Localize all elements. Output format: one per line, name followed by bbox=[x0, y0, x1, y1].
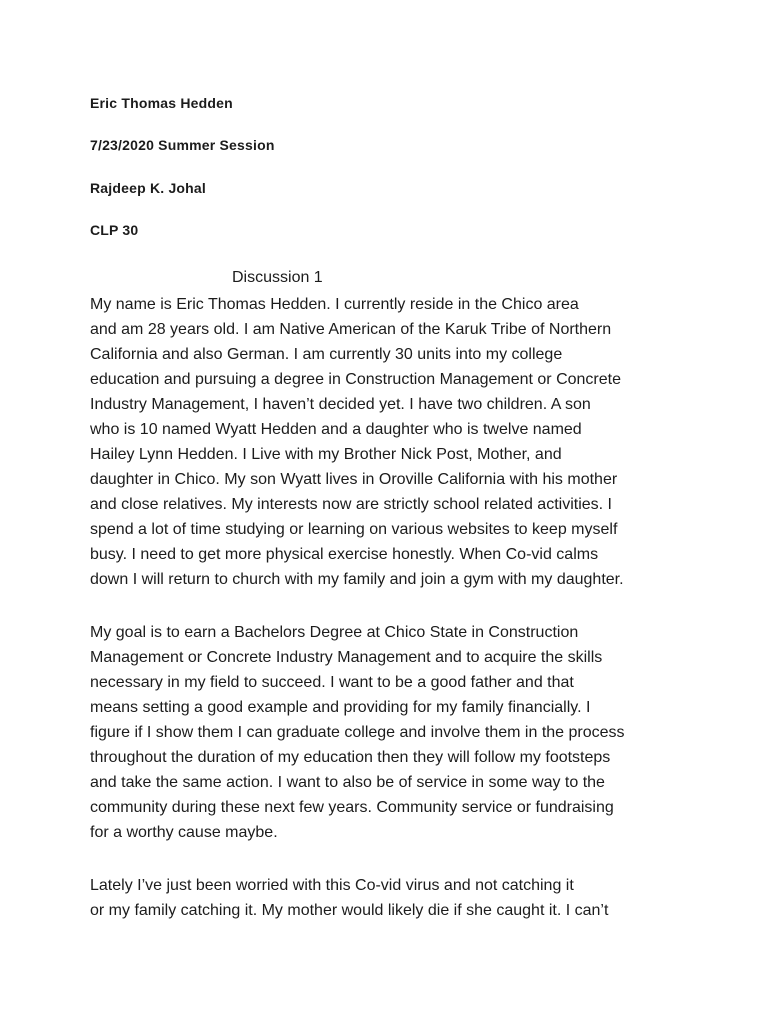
text-line: Industry Management, I haven’t decided yet. I have two children. A son bbox=[90, 396, 591, 413]
text-line: Management or Concrete Industry Management and to acquire the skills bbox=[90, 649, 603, 666]
text-line: busy. I need to get more physical exercise honestly. When Co-vid calms bbox=[90, 546, 599, 563]
text-line: for a worthy cause maybe. bbox=[90, 824, 278, 841]
text-line: Hailey Lynn Hedden. I Live with my Brother Nick Post, Mother, and bbox=[90, 446, 562, 463]
document-title: Discussion 1 bbox=[232, 269, 323, 286]
course-code: CLP 30 bbox=[90, 222, 139, 238]
author-name: Eric Thomas Hedden bbox=[90, 95, 233, 111]
text-line: means setting a good example and providing for my family financially. I bbox=[90, 699, 591, 716]
text-line: My name is Eric Thomas Hedden. I currently reside in the Chico area bbox=[90, 296, 579, 313]
paragraph-goals bbox=[90, 620, 690, 845]
text-line: My goal is to earn a Bachelors Degree at Chico State in Construction bbox=[90, 624, 579, 641]
text-line: daughter in Chico. My son Wyatt lives in Oroville California with his mother bbox=[90, 471, 618, 488]
text-line: education and pursuing a degree in Construction Management or Concrete bbox=[90, 371, 621, 388]
paragraph-introduction bbox=[90, 292, 690, 592]
text-line: necessary in my field to succeed. I want to be a good father and that bbox=[90, 674, 574, 691]
text-line: down I will return to church with my family and join a gym with my daughter. bbox=[90, 571, 624, 588]
text-line: Lately I’ve just been worried with this Co-vid virus and not catching it bbox=[90, 877, 574, 894]
text-line: California and also German. I am currently 30 units into my college bbox=[90, 346, 563, 363]
text-line: community during these next few years. Community service or fundraising bbox=[90, 799, 614, 816]
text-line: or my family catching it. My mother would likely die if she caught it. I can’t bbox=[90, 902, 609, 919]
paragraph-concerns bbox=[90, 873, 690, 923]
text-line: spend a lot of time studying or learning on various websites to keep myself bbox=[90, 521, 618, 538]
text-line: and am 28 years old. I am Native American of the Karuk Tribe of Northern bbox=[90, 321, 612, 338]
text-line: throughout the duration of my education then they will follow my footsteps bbox=[90, 749, 611, 766]
text-line: who is 10 named Wyatt Hedden and a daughter who is twelve named bbox=[90, 421, 582, 438]
text-line: and take the same action. I want to also be of service in some way to the bbox=[90, 774, 605, 791]
instructor-name: Rajdeep K. Johal bbox=[90, 180, 207, 196]
text-line: and close relatives. My interests now are strictly school related activities. I bbox=[90, 496, 612, 513]
text-line: figure if I show them I can graduate college and involve them in the process bbox=[90, 724, 625, 741]
date-session: 7/23/2020 Summer Session bbox=[90, 137, 275, 153]
